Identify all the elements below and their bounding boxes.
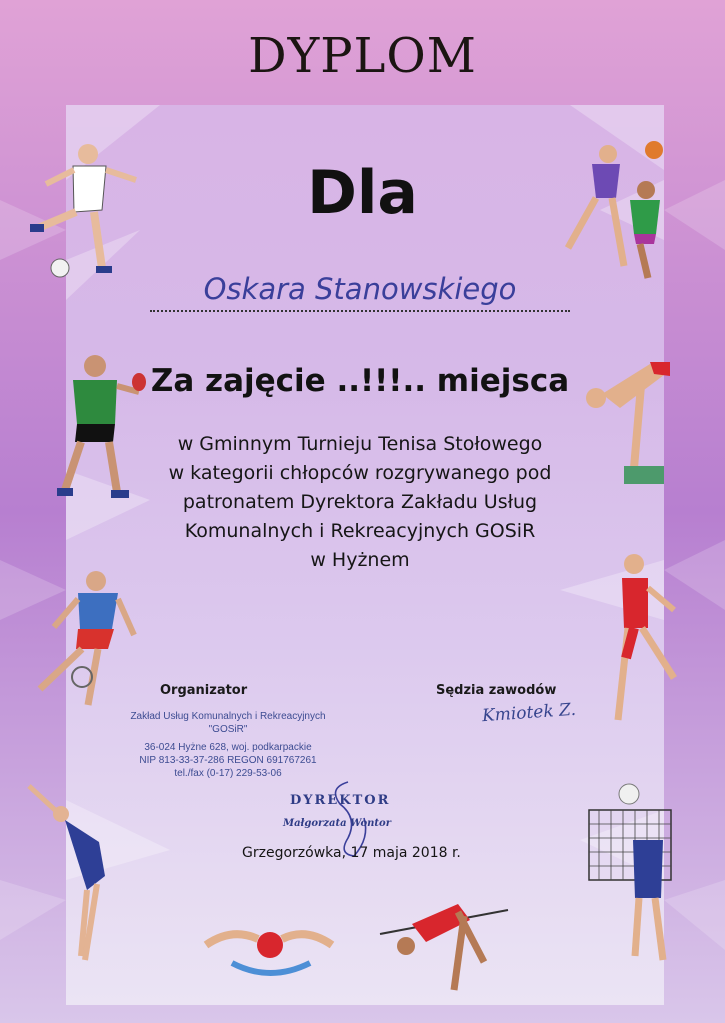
recipient-dotted-line xyxy=(150,310,570,312)
runner-illustration xyxy=(604,548,684,733)
description-line: w kategorii chłopców rozgrywanego pod xyxy=(168,462,552,484)
description-line: Komunalnych i Rekreacyjnych GOSiR xyxy=(184,520,536,542)
organizer-heading: Organizator xyxy=(160,683,248,698)
stamp-line: 36-024 Hyżne 628, woj. podkarpackie xyxy=(144,742,312,753)
stamp-line: "GOSiR" xyxy=(208,724,248,735)
swimmer-diving-illustration xyxy=(580,348,675,488)
judge-signature: Kmiotek Z. xyxy=(481,699,577,727)
stamp-line: Zakład Usług Komunalnych i Rekreacyjnych xyxy=(130,711,326,722)
tennis-player-illustration xyxy=(18,565,143,715)
place-line: Za zajęcie ..!!!.. miejsca xyxy=(150,363,570,399)
diploma-title: DYPLOM xyxy=(248,28,477,84)
description-line: patronatem Dyrektora Zakładu Usług xyxy=(182,491,538,513)
judge-heading: Sędzia zawodów xyxy=(436,683,557,698)
high-jumper-illustration xyxy=(372,890,512,1005)
stamp-line: NIP 813-33-37-286 REGON 691767261 xyxy=(139,755,317,766)
place-and-date: Grzegorzówka, 17 maja 2018 r. xyxy=(242,845,461,861)
gymnast-illustration xyxy=(25,780,120,970)
organizer-stamp xyxy=(112,710,344,780)
description-line: w Gminnym Turnieju Tenisa Stołowego xyxy=(177,433,543,455)
stamp-line: tel./fax (0-17) 229-53-06 xyxy=(174,768,282,779)
director-stamp-title: DYREKTOR xyxy=(290,793,391,808)
volleyball-player-illustration xyxy=(585,780,680,970)
description-line: w Hyżnem xyxy=(310,549,410,571)
for-word: Dla xyxy=(307,158,418,228)
award-description xyxy=(130,430,590,575)
director-stamp-name: Małgorzata Wontor xyxy=(283,818,391,829)
swimmer-butterfly-illustration xyxy=(202,925,337,980)
recipient-name: Oskara Stanowskiego xyxy=(203,272,517,306)
